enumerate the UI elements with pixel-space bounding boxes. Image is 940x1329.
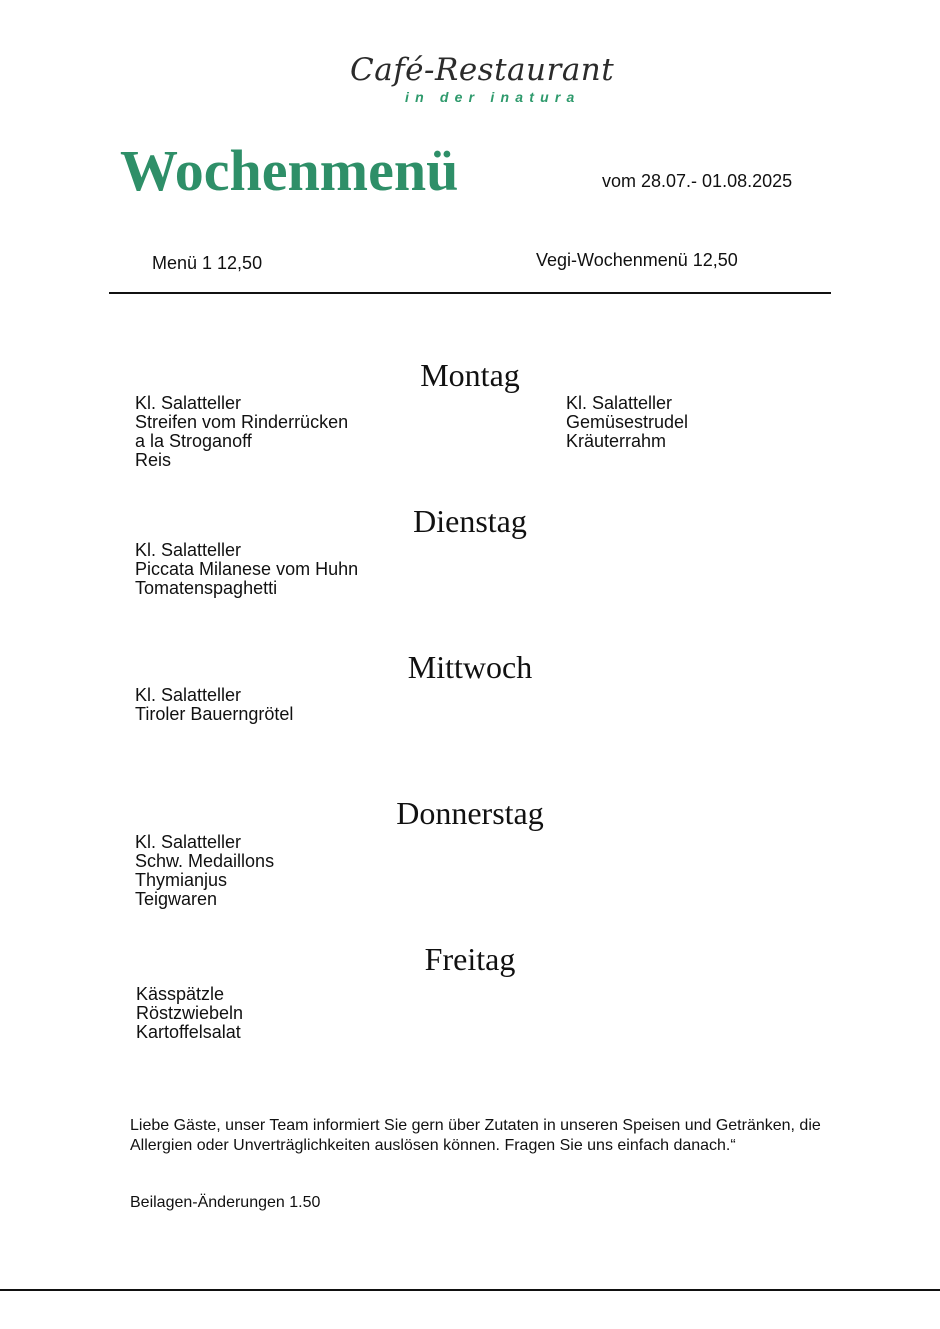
day-heading-mittwoch: Mittwoch [407,649,533,685]
day-heading-donnerstag: Donnerstag [396,795,544,831]
list-item: Streifen vom Rinderrücken [135,412,349,432]
list-item: Reis [135,450,172,470]
logo-subtitle: in der inatura [405,89,581,105]
list-item: a la Stroganoff [135,431,252,451]
list-item: Thymianjus [135,870,228,890]
list-item: Teigwaren [135,889,218,909]
list-item: Kässpätzle [136,984,225,1004]
list-item: Kl. Salatteller [566,393,673,413]
list-item: Kl. Salatteller [135,393,242,413]
list-item: Kräuterrahm [566,431,667,451]
list-item: Gemüsestrudel [566,412,689,432]
donnerstag-menu1-items [135,833,274,909]
list-item: Tiroler Bauerngrötel [135,704,294,724]
menu1-price-label: Menü 1 12,50 [152,253,263,273]
list-item: Kl. Salatteller [135,685,242,705]
footer-divider [0,1289,940,1291]
header-divider [109,292,831,294]
list-item: Kl. Salatteller [135,540,242,560]
list-item: Tomatenspaghetti [135,578,278,598]
list-item: Kl. Salatteller [135,832,242,852]
list-item: Kartoffelsalat [136,1022,241,1042]
list-item: Piccata Milanese vom Huhn [135,559,359,579]
vegi-menu-price-label: Vegi-Wochenmenü 12,50 [536,250,738,270]
date-range: vom 28.07.- 01.08.2025 [602,171,793,191]
page-title: Wochenmenü [120,138,459,203]
allergen-notice [130,1116,821,1156]
list-item: Röstzwiebeln [136,1003,244,1023]
logo-wordmark: Café-Restaurant [350,52,615,88]
allergen-notice-line: Liebe Gäste, unser Team informiert Sie gern über Zutaten in unseren Speisen und Getränken, die [130,1117,821,1134]
allergen-notice-line: Allergien oder Unverträglichkeiten auslösen können. Fragen Sie uns einfach danach.“ [130,1137,736,1154]
mittwoch-menu1-items [135,686,293,724]
montag-vegi-items [566,394,688,451]
day-heading-dienstag: Dienstag [413,503,527,539]
freitag-menu1-items [136,985,243,1042]
day-heading-montag: Montag [420,357,520,393]
montag-menu1-items [135,394,348,470]
side-dish-change-fee: Beilagen-Änderungen 1.50 [130,1194,321,1211]
list-item: Schw. Medaillons [135,851,275,871]
dienstag-menu1-items [135,541,358,598]
day-heading-freitag: Freitag [424,941,516,977]
